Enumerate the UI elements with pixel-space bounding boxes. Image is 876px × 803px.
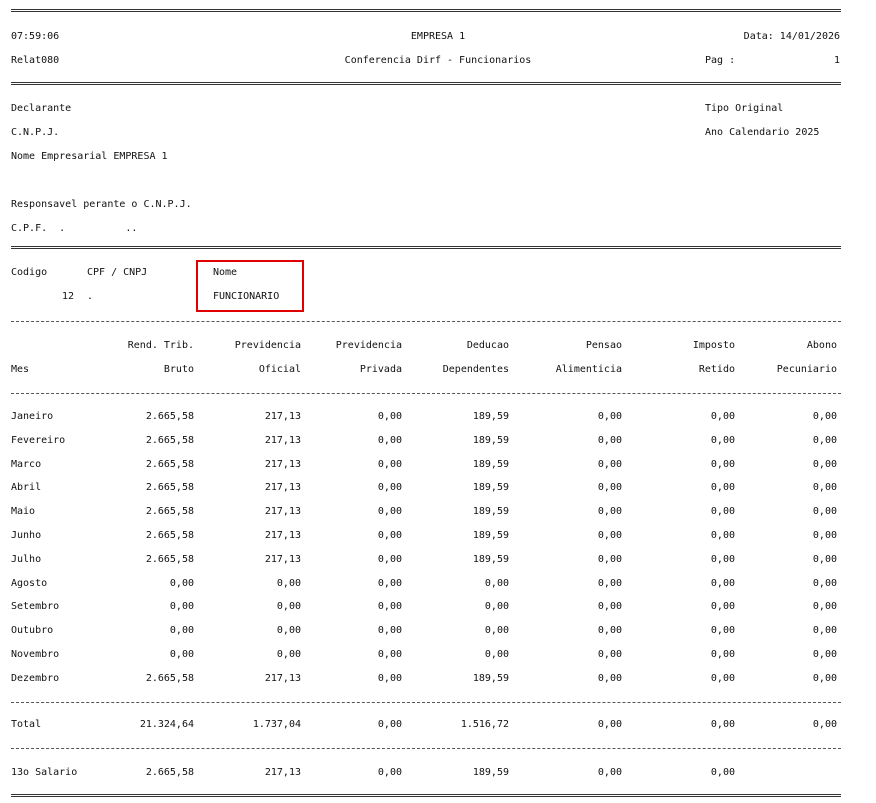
cell-imposto-retido: 0,00	[710, 601, 735, 613]
cell-imposto-retido: 0,00	[710, 530, 735, 541]
cell-previdencia-oficial: 217,13	[264, 411, 301, 422]
total-abono-pecuniario: 0,00	[812, 719, 837, 730]
cell-pensao-alimenticia: 0,00	[597, 601, 622, 613]
cell-imposto-retido: 0,00	[710, 458, 735, 470]
header-rend-trib-bruto: Rend. Trib.	[127, 340, 194, 351]
cell-rend-trib-bruto: 2.665,58	[145, 482, 194, 494]
cell-deducao-dependentes: 0,00	[484, 649, 509, 660]
highlight-box	[196, 260, 304, 312]
nome-label: Nome	[213, 267, 238, 278]
cell-deducao-dependentes: 189,59	[472, 458, 509, 470]
cell-mes: Agosto	[11, 577, 48, 589]
cell-mes: Fevereiro	[11, 434, 66, 446]
cell-mes: Abril	[11, 482, 42, 494]
dashed-rule	[11, 321, 841, 322]
cell-mes: Outubro	[11, 625, 54, 637]
header-previdencia-privada: Previdencia	[335, 340, 402, 351]
double-rule	[11, 82, 841, 85]
report-title: Conferencia Dirf - Funcionarios	[344, 55, 532, 66]
salario13-rend-trib-bruto: 2.665,58	[145, 767, 194, 778]
cell-abono-pecuniario: 0,00	[812, 458, 837, 470]
cell-abono-pecuniario: 0,00	[812, 553, 837, 565]
cell-previdencia-privada: 0,00	[377, 577, 402, 589]
cell-previdencia-privada: 0,00	[377, 482, 402, 494]
salario13-previdencia-privada: 0,00	[377, 767, 402, 778]
cell-mes: Julho	[11, 553, 42, 565]
header-mes-sub: Mes	[11, 364, 30, 375]
cell-abono-pecuniario: 0,00	[812, 530, 837, 541]
cell-imposto-retido: 0,00	[710, 411, 735, 422]
codigo-label: Codigo	[11, 267, 48, 278]
cell-rend-trib-bruto: 0,00	[169, 577, 194, 589]
cell-pensao-alimenticia: 0,00	[597, 672, 622, 684]
dashed-rule	[11, 702, 841, 703]
cell-previdencia-oficial: 0,00	[276, 625, 301, 637]
total-imposto-retido: 0,00	[710, 719, 735, 730]
salario13-deducao-dependentes: 189,59	[472, 767, 509, 778]
cell-previdencia-privada: 0,00	[377, 434, 402, 446]
tipo-declaracao: Tipo Original	[705, 103, 784, 114]
cell-previdencia-oficial: 217,13	[264, 434, 301, 446]
declarante-title: Declarante	[11, 103, 72, 114]
cell-pensao-alimenticia: 0,00	[597, 458, 622, 470]
header-rend-trib-bruto-sub: Bruto	[163, 364, 194, 375]
cell-previdencia-oficial: 217,13	[264, 482, 301, 494]
cell-deducao-dependentes: 189,59	[472, 553, 509, 565]
dashed-rule	[11, 748, 841, 749]
header-previdencia-oficial: Previdencia	[234, 340, 301, 351]
cnpj-label: C.N.P.J.	[11, 127, 60, 138]
cell-imposto-retido: 0,00	[710, 434, 735, 446]
cell-previdencia-privada: 0,00	[377, 458, 402, 470]
cell-pensao-alimenticia: 0,00	[597, 625, 622, 637]
header-imposto-retido: Imposto	[692, 340, 735, 351]
employee-code: 12	[62, 291, 75, 302]
double-rule	[11, 9, 841, 12]
cell-mes: Novembro	[11, 649, 60, 660]
page-label: Pag :	[705, 55, 736, 66]
total-mes: Total	[11, 719, 42, 730]
report-id: Relat080	[11, 55, 60, 66]
report-time: 07:59:06	[11, 31, 60, 42]
cell-previdencia-privada: 0,00	[377, 672, 402, 684]
header-deducao-dependentes: Deducao	[466, 340, 509, 351]
cell-rend-trib-bruto: 2.665,58	[145, 458, 194, 470]
cell-abono-pecuniario: 0,00	[812, 434, 837, 446]
cell-previdencia-privada: 0,00	[377, 625, 402, 637]
cell-rend-trib-bruto: 0,00	[169, 601, 194, 613]
header-previdencia-privada-sub: Privada	[359, 364, 402, 375]
report-date: Data: 14/01/2026	[743, 31, 840, 42]
header-pensao-alimenticia: Pensao	[585, 340, 622, 351]
cell-rend-trib-bruto: 2.665,58	[145, 530, 194, 541]
cell-imposto-retido: 0,00	[710, 553, 735, 565]
cell-deducao-dependentes: 189,59	[472, 672, 509, 684]
salario13-mes: 13o Salario	[11, 767, 78, 778]
cell-previdencia-privada: 0,00	[377, 411, 402, 422]
header-pensao-alimenticia-sub: Alimenticia	[555, 364, 622, 375]
double-rule	[11, 246, 841, 249]
cell-deducao-dependentes: 0,00	[484, 601, 509, 613]
salario13-pensao-alimenticia: 0,00	[597, 767, 622, 778]
cell-previdencia-oficial: 217,13	[264, 506, 301, 518]
cell-abono-pecuniario: 0,00	[812, 506, 837, 518]
cell-previdencia-privada: 0,00	[377, 530, 402, 541]
cell-deducao-dependentes: 0,00	[484, 625, 509, 637]
cell-abono-pecuniario: 0,00	[812, 649, 837, 660]
cell-pensao-alimenticia: 0,00	[597, 411, 622, 422]
cell-mes: Setembro	[11, 601, 60, 613]
dashed-rule	[11, 393, 841, 394]
cell-deducao-dependentes: 189,59	[472, 434, 509, 446]
responsavel-label: Responsavel perante o C.N.P.J.	[11, 199, 192, 210]
cell-pensao-alimenticia: 0,00	[597, 553, 622, 565]
total-deducao-dependentes: 1.516,72	[460, 719, 509, 730]
cell-rend-trib-bruto: 2.665,58	[145, 411, 194, 422]
cpf-cnpj-label: CPF / CNPJ	[87, 267, 148, 278]
cell-previdencia-oficial: 217,13	[264, 458, 301, 470]
salario13-previdencia-oficial: 217,13	[264, 767, 301, 778]
cell-previdencia-oficial: 217,13	[264, 672, 301, 684]
header-abono-pecuniario: Abono	[806, 340, 837, 351]
cell-imposto-retido: 0,00	[710, 482, 735, 494]
total-previdencia-privada: 0,00	[377, 719, 402, 730]
cell-abono-pecuniario: 0,00	[812, 601, 837, 613]
header-abono-pecuniario-sub: Pecuniario	[776, 364, 837, 375]
cell-mes: Janeiro	[11, 411, 54, 422]
header-previdencia-oficial-sub: Oficial	[258, 364, 301, 375]
cell-abono-pecuniario: 0,00	[812, 625, 837, 637]
cell-abono-pecuniario: 0,00	[812, 577, 837, 589]
cell-pensao-alimenticia: 0,00	[597, 530, 622, 541]
cell-imposto-retido: 0,00	[710, 625, 735, 637]
header-imposto-retido-sub: Retido	[698, 364, 735, 375]
total-pensao-alimenticia: 0,00	[597, 719, 622, 730]
cell-pensao-alimenticia: 0,00	[597, 649, 622, 660]
cell-deducao-dependentes: 189,59	[472, 411, 509, 422]
cell-imposto-retido: 0,00	[710, 577, 735, 589]
cell-pensao-alimenticia: 0,00	[597, 506, 622, 518]
nome-empresarial: Nome Empresarial EMPRESA 1	[11, 151, 168, 162]
cpf-responsavel: C.P.F. . ..	[11, 223, 138, 234]
cell-pensao-alimenticia: 0,00	[597, 482, 622, 494]
employee-cpf: .	[87, 291, 94, 302]
page-number: 1	[833, 55, 840, 66]
employee-name: FUNCIONARIO	[213, 291, 280, 302]
cell-previdencia-oficial: 217,13	[264, 530, 301, 541]
cell-previdencia-oficial: 0,00	[276, 577, 301, 589]
cell-imposto-retido: 0,00	[710, 672, 735, 684]
cell-abono-pecuniario: 0,00	[812, 672, 837, 684]
cell-abono-pecuniario: 0,00	[812, 482, 837, 494]
cell-previdencia-oficial: 0,00	[276, 601, 301, 613]
cell-pensao-alimenticia: 0,00	[597, 434, 622, 446]
cell-rend-trib-bruto: 2.665,58	[145, 434, 194, 446]
cell-deducao-dependentes: 189,59	[472, 530, 509, 541]
cell-rend-trib-bruto: 0,00	[169, 625, 194, 637]
cell-imposto-retido: 0,00	[710, 649, 735, 660]
cell-previdencia-privada: 0,00	[377, 506, 402, 518]
cell-previdencia-privada: 0,00	[377, 601, 402, 613]
cell-rend-trib-bruto: 2.665,58	[145, 506, 194, 518]
total-rend-trib-bruto: 21.324,64	[139, 719, 194, 730]
cell-mes: Marco	[11, 458, 42, 470]
header-deducao-dependentes-sub: Dependentes	[442, 364, 509, 375]
total-previdencia-oficial: 1.737,04	[252, 719, 301, 730]
ano-calendario: Ano Calendario 2025	[705, 127, 820, 138]
cell-previdencia-privada: 0,00	[377, 553, 402, 565]
cell-previdencia-oficial: 0,00	[276, 649, 301, 660]
cell-imposto-retido: 0,00	[710, 506, 735, 518]
cell-deducao-dependentes: 0,00	[484, 577, 509, 589]
double-rule	[11, 794, 841, 797]
cell-mes: Dezembro	[11, 672, 60, 684]
cell-mes: Maio	[11, 506, 36, 518]
cell-rend-trib-bruto: 2.665,58	[145, 553, 194, 565]
cell-deducao-dependentes: 189,59	[472, 506, 509, 518]
cell-previdencia-privada: 0,00	[377, 649, 402, 660]
cell-deducao-dependentes: 189,59	[472, 482, 509, 494]
cell-pensao-alimenticia: 0,00	[597, 577, 622, 589]
cell-rend-trib-bruto: 2.665,58	[145, 672, 194, 684]
salario13-imposto-retido: 0,00	[710, 767, 735, 778]
cell-mes: Junho	[11, 530, 42, 541]
cell-previdencia-oficial: 217,13	[264, 553, 301, 565]
cell-rend-trib-bruto: 0,00	[169, 649, 194, 660]
company-name: EMPRESA 1	[410, 31, 466, 42]
cell-abono-pecuniario: 0,00	[812, 411, 837, 422]
